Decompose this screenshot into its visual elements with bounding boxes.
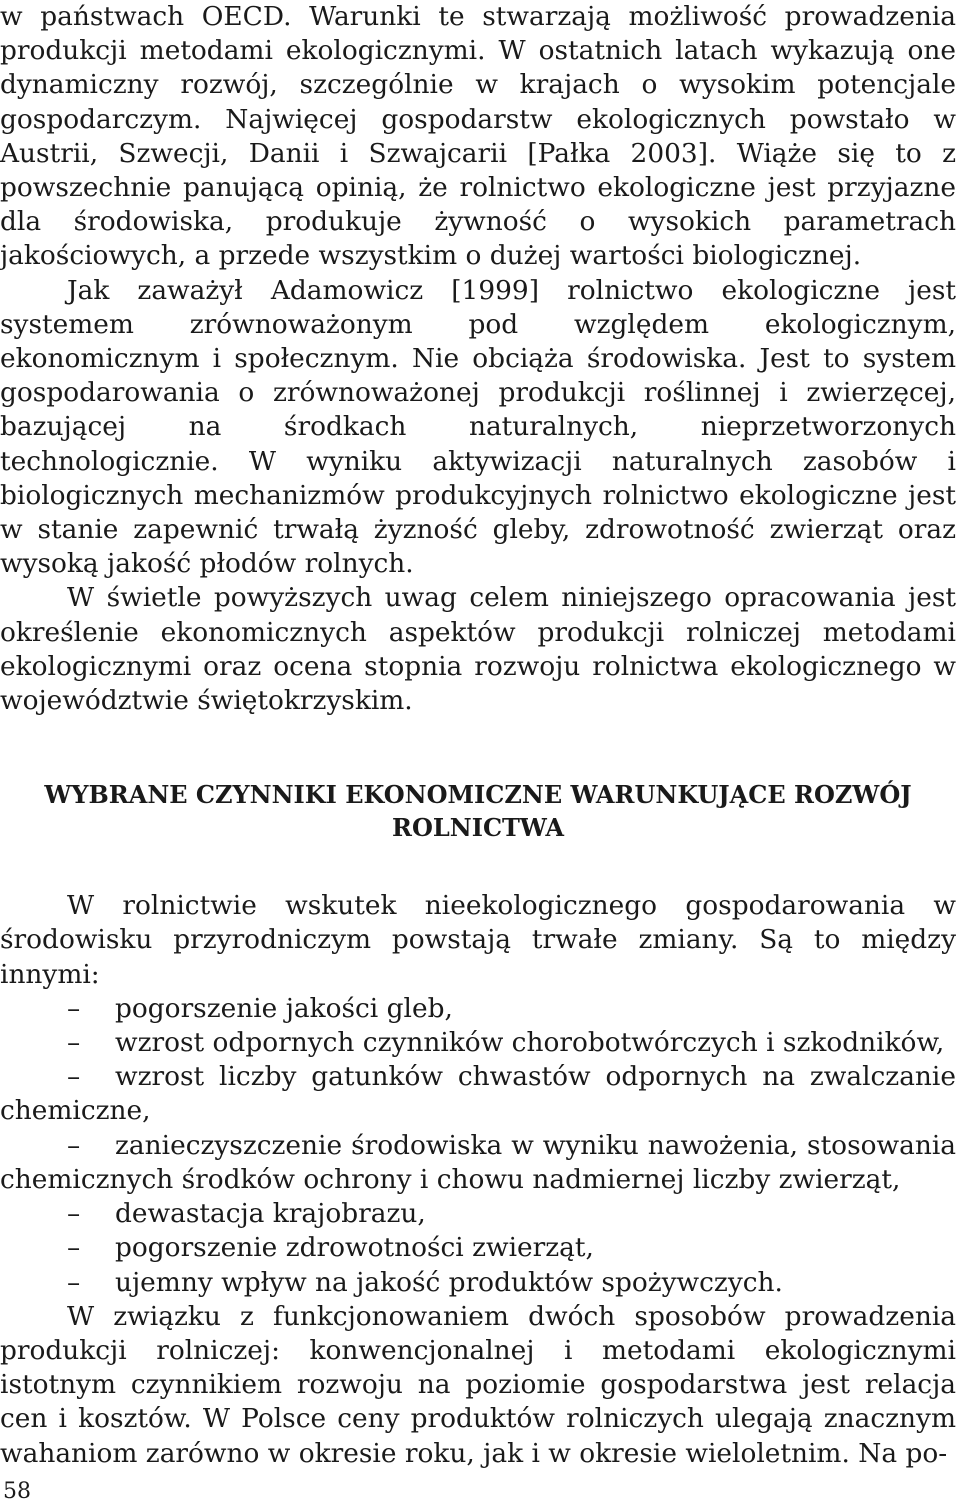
dash-bullet: – [67, 992, 81, 1024]
dash-bullet: – [67, 1266, 81, 1298]
paragraph-adamowicz: Jak zaważył Adamowicz [1999] rolnictwo ekologiczne jest systemem zrównoważonym pod względem ekologicznym, ekonomicznym i społecznym. Nie obciąża środowiska. Jest to system gospodarowania o zrównoważonej produkcji roślinnej i zwierzęcej, bazującej na środkach naturalnych, nieprzetworzonych technologicznie. W wyniku aktywizacji naturalnych zasobów i biologicznych mechanizmów produkcyjnych rolnictwo ekologiczne jest w stanie zapewnić trwałą żyzność gleby, zdrowotność zwierząt oraz wysoką jakość płodów rolnych. [0, 274, 956, 580]
page-number: 58 [3, 1479, 31, 1504]
closing-paragraph: W związku z funkcjonowaniem dwóch sposobów prowadzenia produkcji rolniczej: konwencjonalnej i metodami ekologicznymi istotnym czynnikiem rozwoju na poziomie gospodarstwa jest relacja cen i kosztów. W Polsce ceny produktów rolniczych ulegają znacznym wahaniom zarówno w okresie roku, jak i w okresie wieloletnim. Na po- [0, 1300, 956, 1469]
list-item [0, 1129, 956, 1197]
changes-list [0, 992, 956, 1300]
list-item [0, 1197, 956, 1231]
dash-bullet: – [67, 1027, 81, 1059]
section-heading-line-1: WYBRANE CZYNNIKI EKONOMICZNE WARUNKUJĄCE ROZWÓJ [44, 780, 912, 810]
list-item [0, 992, 956, 1026]
dash-bullet: – [67, 1198, 81, 1230]
list-item-text: dewastacja krajobrazu, [115, 1198, 426, 1230]
paragraph-oecd-continuation: w państwach OECD. Warunki te stwarzają możliwość prowadzenia produkcji metodami ekologicznymi. W ostatnich latach wykazują one dynamiczny rozwój, szczególnie w krajach o wysokim potencjale gospodarczym. Najwięcej gospodarstw ekologicznych powstało w Austrii, Szwecji, Danii i Szwajcarii [Pałka 2003]. Wiąże się to z powszechnie panującą opinią, że rolnictwo ekologiczne jest przyjazne dla środowiska, produkuje żywność o wysokich parametrach jakościowych, a przede wszystkim o dużej wartości biologicznej. [0, 1, 956, 272]
list-item [0, 1266, 956, 1300]
list-item [0, 1026, 956, 1060]
dash-bullet: – [67, 1232, 81, 1264]
paragraph-aim: W świetle powyższych uwag celem niniejszego opracowania jest określenie ekonomicznych aspektów produkcji rolniczej metodami ekologicznymi oraz ocena stopnia rozwoju rolnictwa ekologicznego w województwie świętokrzyskim. [0, 582, 956, 717]
dash-bullet: – [67, 1061, 81, 1093]
list-item [0, 1231, 956, 1265]
section-intro-paragraph: W rolnictwie wskutek nieekologicznego gospodarowania w środowisku przyrodniczym powstają trwałe zmiany. Są to między innymi: [0, 890, 956, 990]
list-item-text: wzrost liczby gatunków chwastów odpornych na zwalczanie chemiczne, [0, 1061, 956, 1127]
list-item-text: pogorszenie zdrowotności zwierząt, [115, 1232, 594, 1264]
dash-bullet: – [67, 1129, 81, 1161]
section-heading [0, 778, 956, 844]
list-item-text: wzrost odpornych czynników chorobotwórczych i szkodników, [115, 1027, 945, 1059]
list-item-text: zanieczyszczenie środowiska w wyniku nawożenia, stosowania chemicznych środków ochrony i chowu nadmiernej liczby zwierząt, [0, 1129, 956, 1195]
section-heading-line-2: ROLNICTWA [392, 813, 564, 843]
list-item-text: ujemny wpływ na jakość produktów spożywczych. [115, 1266, 783, 1298]
list-item [0, 1060, 956, 1128]
list-item-text: pogorszenie jakości gleb, [115, 992, 453, 1024]
